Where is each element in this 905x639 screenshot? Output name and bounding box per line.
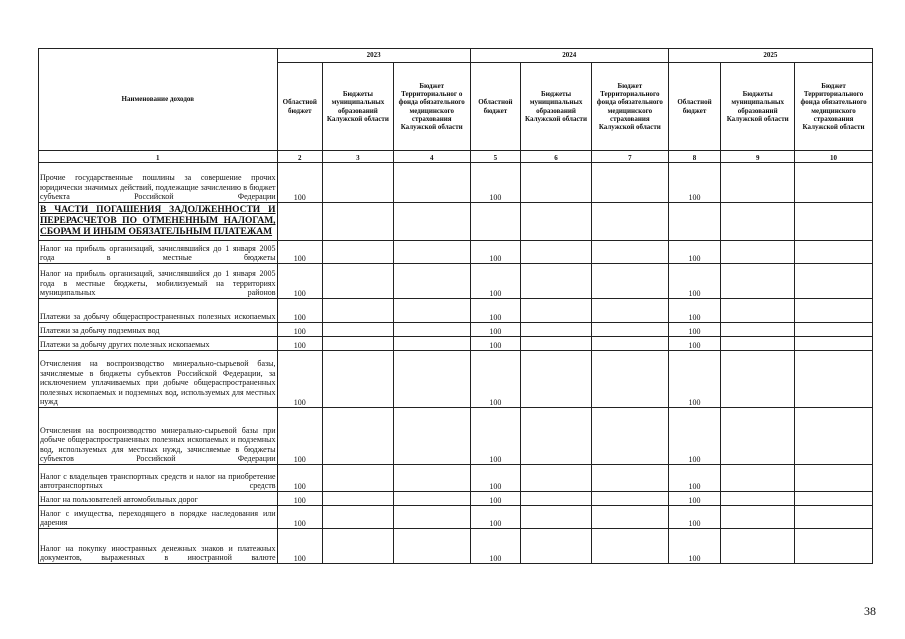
table-row	[39, 465, 873, 492]
value-cell	[521, 465, 592, 492]
value-cell	[795, 529, 873, 564]
income-name-cell: Отчисления на воспроизводство минерально-сырьевой базы, зачисляемые в бюджеты субъектов Российской Федерации, за исключением уплачиваемых при добыче общераспространенных полезных ископаемых и подземных вод, используемых для местных нужд	[39, 351, 278, 408]
value-cell	[393, 203, 470, 241]
income-name-cell: Прочие государственные пошлины за совершение прочих юридически значимых действий, подлежащие зачислению в бюджет субъекта Российской Федерации	[39, 163, 278, 203]
section-header-row	[39, 203, 873, 241]
health-insurance-fund-header-2025: Бюджет Территориального фонда обязательного медицинского страхования Калужской области	[795, 63, 873, 151]
value-cell	[521, 492, 592, 506]
value-cell	[591, 506, 668, 529]
value-cell: 100	[668, 323, 721, 337]
table-row	[39, 529, 873, 564]
value-cell	[591, 408, 668, 465]
value-cell: 100	[470, 241, 521, 264]
value-cell: 100	[277, 465, 322, 492]
value-cell	[470, 203, 521, 241]
column-number: 7	[591, 151, 668, 163]
table-row	[39, 337, 873, 351]
value-cell	[795, 351, 873, 408]
table-row	[39, 492, 873, 506]
table-row	[39, 264, 873, 299]
income-distribution-table	[38, 48, 873, 564]
value-cell	[721, 337, 795, 351]
value-cell	[591, 337, 668, 351]
value-cell	[591, 299, 668, 323]
value-cell: 100	[277, 408, 322, 465]
value-cell: 100	[277, 337, 322, 351]
value-cell	[323, 299, 394, 323]
value-cell	[721, 492, 795, 506]
value-cell: 100	[668, 465, 721, 492]
column-number: 5	[470, 151, 521, 163]
column-number-row	[39, 151, 873, 163]
value-cell: 100	[470, 163, 521, 203]
value-cell: 100	[277, 163, 322, 203]
value-cell: 100	[668, 408, 721, 465]
value-cell	[323, 492, 394, 506]
regional-budget-header-2023: Областной бюджет	[277, 63, 322, 151]
income-name-cell: Налог на покупку иностранных денежных знаков и платежных документов, выраженных в иностранной валюте	[39, 529, 278, 564]
value-cell	[591, 492, 668, 506]
regional-budget-header-2025: Областной бюджет	[668, 63, 721, 151]
table-row	[39, 351, 873, 408]
table-row	[39, 241, 873, 264]
value-cell	[721, 163, 795, 203]
value-cell	[521, 203, 592, 241]
table-row	[39, 506, 873, 529]
value-cell: 100	[277, 506, 322, 529]
value-cell: 100	[470, 351, 521, 408]
income-name-cell: Налог на прибыль организаций, зачислявшийся до 1 января 2005 года в местные бюджеты, мобилизуемый на территориях муниципальных районов	[39, 264, 278, 299]
value-cell	[721, 203, 795, 241]
value-cell: 100	[668, 264, 721, 299]
value-cell	[323, 163, 394, 203]
value-cell	[591, 529, 668, 564]
value-cell	[521, 241, 592, 264]
column-number: 10	[795, 151, 873, 163]
table-row	[39, 408, 873, 465]
value-cell	[323, 241, 394, 264]
value-cell	[591, 203, 668, 241]
value-cell	[393, 323, 470, 337]
value-cell: 100	[277, 529, 322, 564]
table-row	[39, 323, 873, 337]
income-name-cell: Отчисления на воспроизводство минерально-сырьевой базы при добыче общераспространенных полезных ископаемых и подземных вод, используемых для местных нужд, зачисляемые в бюджеты субъектов Российской Федерации	[39, 408, 278, 465]
health-insurance-fund-header-2024: Бюджет Территориального фонда обязательного медицинского страхования Калужской области	[591, 63, 668, 151]
value-cell	[393, 465, 470, 492]
value-cell: 100	[277, 241, 322, 264]
value-cell: 100	[277, 351, 322, 408]
value-cell	[521, 337, 592, 351]
value-cell	[795, 163, 873, 203]
value-cell	[521, 323, 592, 337]
value-cell	[393, 241, 470, 264]
value-cell: 100	[470, 323, 521, 337]
value-cell	[393, 408, 470, 465]
value-cell	[323, 351, 394, 408]
year-2025-header: 2025	[668, 49, 872, 63]
value-cell: 100	[668, 299, 721, 323]
value-cell: 100	[277, 492, 322, 506]
municipal-budgets-header-2024: Бюджеты муниципальных образований Калужской области	[521, 63, 592, 151]
value-cell	[591, 241, 668, 264]
value-cell	[393, 337, 470, 351]
value-cell	[721, 351, 795, 408]
value-cell	[721, 323, 795, 337]
table-row	[39, 299, 873, 323]
income-name-cell: Налог с владельцев транспортных средств и налог на приобретение автотранспортных средств	[39, 465, 278, 492]
value-cell	[393, 351, 470, 408]
value-cell: 100	[470, 408, 521, 465]
value-cell	[721, 529, 795, 564]
value-cell	[795, 241, 873, 264]
value-cell	[323, 264, 394, 299]
value-cell	[521, 506, 592, 529]
value-cell: 100	[668, 351, 721, 408]
value-cell: 100	[470, 529, 521, 564]
column-number: 8	[668, 151, 721, 163]
value-cell	[521, 529, 592, 564]
value-cell: 100	[668, 529, 721, 564]
value-cell	[323, 203, 394, 241]
column-number: 1	[39, 151, 278, 163]
value-cell	[323, 506, 394, 529]
value-cell: 100	[277, 323, 322, 337]
income-name-cell: Платежи за добычу других полезных ископаемых	[39, 337, 278, 351]
income-name-cell: Платежи за добычу общераспространенных полезных ископаемых	[39, 299, 278, 323]
column-number: 6	[521, 151, 592, 163]
value-cell: 100	[470, 506, 521, 529]
value-cell	[393, 163, 470, 203]
column-number: 2	[277, 151, 322, 163]
value-cell: 100	[470, 299, 521, 323]
page-number: 38	[864, 604, 876, 618]
value-cell: 100	[668, 506, 721, 529]
value-cell	[795, 465, 873, 492]
value-cell	[393, 299, 470, 323]
value-cell	[323, 465, 394, 492]
year-2024-header: 2024	[470, 49, 668, 63]
value-cell	[795, 323, 873, 337]
income-name-cell: Налог на пользователей автомобильных дорог	[39, 492, 278, 506]
value-cell	[591, 264, 668, 299]
income-name-cell: Платежи за добычу подземных вод	[39, 323, 278, 337]
value-cell: 100	[668, 163, 721, 203]
value-cell	[721, 299, 795, 323]
value-cell	[668, 203, 721, 241]
column-number: 9	[721, 151, 795, 163]
column-number: 3	[323, 151, 394, 163]
value-cell	[521, 264, 592, 299]
value-cell: 100	[668, 337, 721, 351]
value-cell	[795, 337, 873, 351]
column-number: 4	[393, 151, 470, 163]
value-cell	[393, 506, 470, 529]
year-header-row	[39, 49, 873, 63]
value-cell	[795, 203, 873, 241]
value-cell	[721, 506, 795, 529]
value-cell	[795, 506, 873, 529]
value-cell	[721, 264, 795, 299]
value-cell	[795, 492, 873, 506]
municipal-budgets-header-2025: Бюджеты муниципальных образований Калужской области	[721, 63, 795, 151]
value-cell	[521, 408, 592, 465]
value-cell	[323, 323, 394, 337]
regional-budget-header-2024: Областной бюджет	[470, 63, 521, 151]
value-cell	[393, 492, 470, 506]
value-cell	[393, 264, 470, 299]
value-cell	[277, 203, 322, 241]
value-cell: 100	[470, 465, 521, 492]
value-cell	[795, 408, 873, 465]
health-insurance-fund-header-2023: Бюджет Территориальног о фонда обязательного медицинского страхования Калужской области	[393, 63, 470, 151]
value-cell	[721, 408, 795, 465]
value-cell	[795, 299, 873, 323]
value-cell	[795, 264, 873, 299]
value-cell	[323, 337, 394, 351]
value-cell	[591, 351, 668, 408]
value-cell	[591, 465, 668, 492]
value-cell: 100	[470, 337, 521, 351]
value-cell	[521, 299, 592, 323]
value-cell	[521, 351, 592, 408]
table-row	[39, 163, 873, 203]
income-name-header: Наименование доходов	[39, 49, 278, 151]
value-cell	[323, 408, 394, 465]
value-cell: 100	[668, 241, 721, 264]
income-name-cell: Налог с имущества, переходящего в порядке наследования или дарения	[39, 506, 278, 529]
value-cell	[721, 465, 795, 492]
value-cell: 100	[668, 492, 721, 506]
income-name-cell: Налог на прибыль организаций, зачислявшийся до 1 января 2005 года в местные бюджеты	[39, 241, 278, 264]
year-2023-header: 2023	[277, 49, 470, 63]
value-cell	[591, 323, 668, 337]
value-cell	[393, 529, 470, 564]
section-title-cell: В ЧАСТИ ПОГАШЕНИЯ ЗАДОЛЖЕННОСТИ И ПЕРЕРАСЧЕТОВ ПО ОТМЕНЕННЫМ НАЛОГАМ, СБОРАМ И ИНЫМ ОБЯЗАТЕЛЬНЫМ ПЛАТЕЖАМ	[39, 203, 278, 241]
value-cell	[721, 241, 795, 264]
value-cell	[521, 163, 592, 203]
value-cell	[591, 163, 668, 203]
municipal-budgets-header-2023: Бюджеты муниципальных образований Калужской области	[323, 63, 394, 151]
value-cell: 100	[470, 264, 521, 299]
value-cell	[323, 529, 394, 564]
value-cell: 100	[277, 264, 322, 299]
value-cell: 100	[470, 492, 521, 506]
value-cell: 100	[277, 299, 322, 323]
